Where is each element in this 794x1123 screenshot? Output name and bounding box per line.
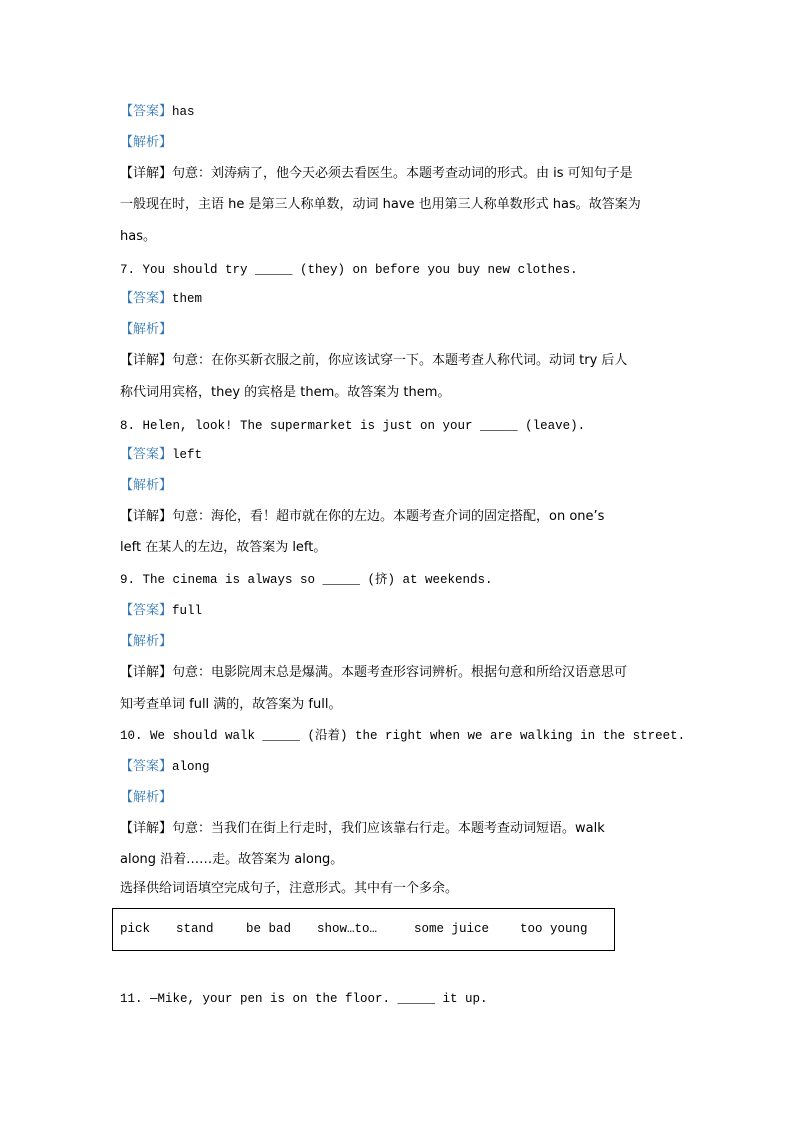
question-9: 9. The cinema is always so _____ (挤) at weekends. [120,573,493,587]
detail-text: 句意：海伦，看！超市就在你的左边。本题考查介词的固定搭配，on one’s [172,509,605,524]
answer-label: 【答案】 [120,447,173,462]
answer-text: them [172,292,203,306]
answer-label: 【答案】 [120,291,173,306]
question-8: 8. Helen, look! The supermarket is just on your _____ (leave). [120,419,586,433]
word-bank-item: stand [176,922,214,936]
detail-line [120,353,627,369]
answer-text: full [172,604,203,618]
analysis-label: 【解析】 [120,478,173,493]
word-bank-item: too young [520,922,588,936]
detail-text: 一般现在时，主语 he 是第三人称单数，动词 have 也用第三人称单数形式 has。故答案为 [120,197,641,212]
question-10: 10. We should walk _____ (沿着) the right when we are walking in the street. [120,729,686,743]
detail-label: 【详解】 [120,166,173,181]
answer-text: left [172,448,203,462]
detail-text: 句意：电影院周末总是爆满。本题考查形容词辨析。根据句意和所给汉语意思可 [172,665,628,680]
word-bank-item: some juice [414,922,490,936]
detail-text: 称代词用宾格，they 的宾格是 them。故答案为 them。 [120,385,451,400]
detail-text: 句意：在你买新衣服之前，你应该试穿一下。本题考查人称代词。动词 try 后人 [172,353,628,368]
detail-text: 句意：刘涛病了，他今天必须去看医生。本题考查动词的形式。由 is 可知句子是 [172,166,633,181]
answer-line-q10 [120,759,210,775]
detail-label: 【详解】 [120,509,173,524]
answer-label: 【答案】 [120,104,173,119]
answer-line-q8 [120,447,202,463]
answer-text: along [172,760,210,774]
analysis-label: 【解析】 [120,322,173,337]
answer-label: 【答案】 [120,603,173,618]
answer-text: has [172,105,195,119]
word-bank-box [112,908,615,951]
answer-line-q9 [120,603,202,619]
detail-line [120,166,633,182]
question-7: 7. You should try _____ (they) on before you buy new clothes. [120,263,578,277]
detail-text: has。 [120,229,156,244]
detail-line [120,665,627,681]
detail-text: left 在某人的左边，故答案为 left。 [120,540,327,555]
answer-label: 【答案】 [120,759,173,774]
answer-line-q7 [120,291,202,307]
analysis-label: 【解析】 [120,135,173,150]
word-bank-item: show…to… [317,922,378,936]
analysis-label: 【解析】 [120,790,173,805]
section-instruction: 选择供给词语填空完成句子，注意形式。其中有一个多余。 [120,881,459,896]
question-11: 11. —Mike, your pen is on the floor. _____ it up. [120,992,488,1006]
detail-label: 【详解】 [120,353,173,368]
analysis-label: 【解析】 [120,634,173,649]
detail-text: 知考查单词 full 满的，故答案为 full。 [120,697,342,712]
word-bank-item: be bad [246,922,292,936]
answer-line-q6 [120,104,195,120]
detail-text: along 沿着……走。故答案为 along。 [120,852,344,867]
detail-line [120,821,605,837]
detail-text: 句意：当我们在街上行走时，我们应该靠右行走。本题考查动词短语。walk [172,821,605,836]
detail-line [120,509,604,525]
detail-label: 【详解】 [120,665,173,680]
detail-label: 【详解】 [120,821,173,836]
word-bank-item: pick [120,922,151,936]
